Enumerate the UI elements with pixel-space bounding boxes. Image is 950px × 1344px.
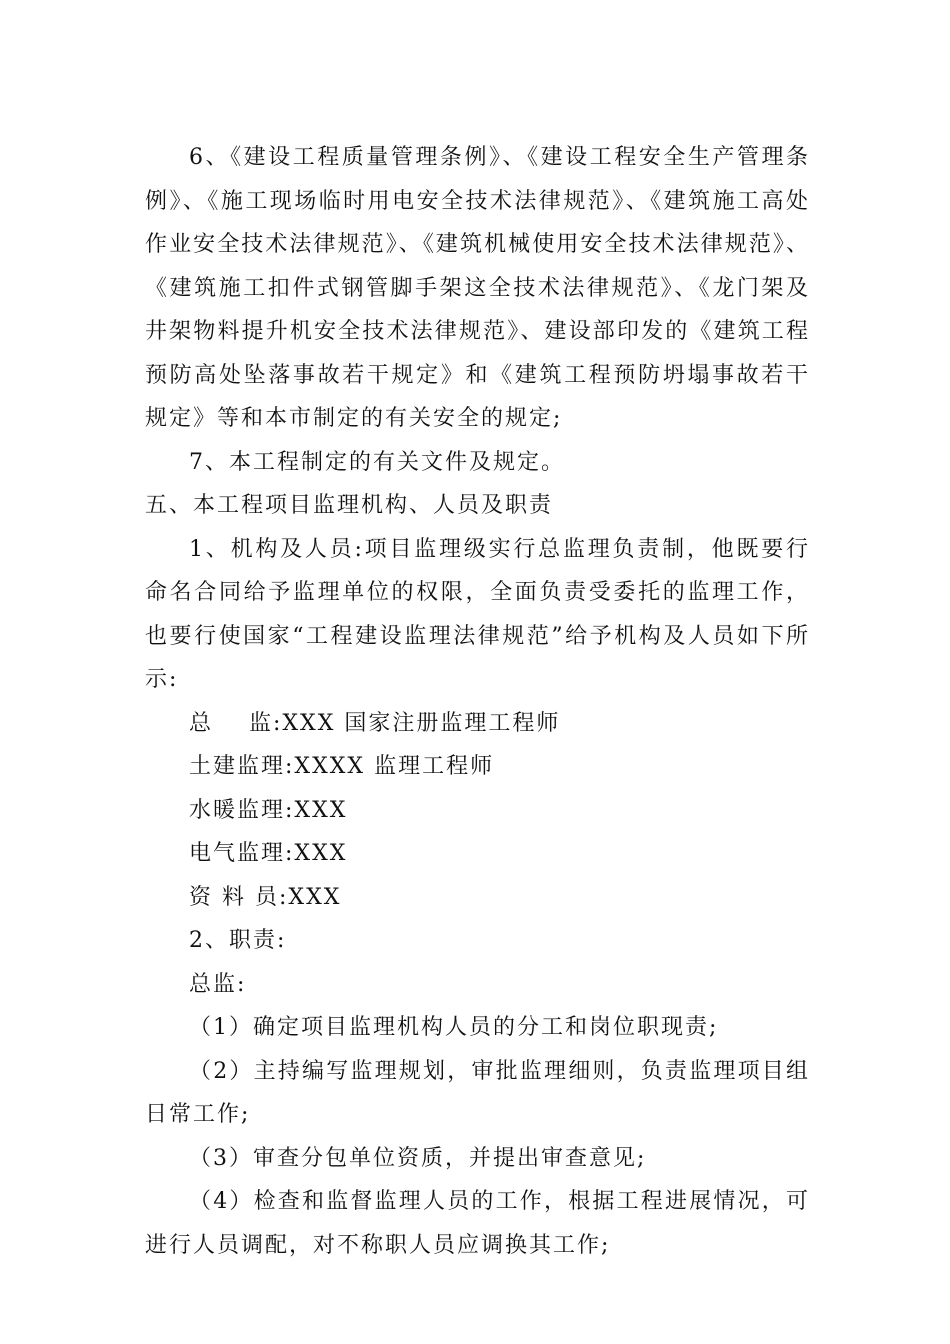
document-body	[145, 136, 810, 1267]
staff-row-chief	[145, 702, 810, 746]
staff-label: 水暖监理:	[189, 797, 295, 823]
staff-row-electrical	[145, 832, 810, 876]
staff-value: XXX 国家注册监理工程师	[282, 710, 561, 736]
staff-value: XXX	[294, 841, 348, 866]
regulation-item-7: 7、本工程制定的有关文件及规定。	[189, 449, 565, 475]
duties-heading: 2、职责:	[189, 928, 287, 953]
section-heading: 五、本工程项目监理机构、人员及职责	[145, 493, 554, 518]
staff-label: 资 料 员:	[189, 884, 289, 910]
regulation-item-6: 6、《建设工程质量管理条例》、《建设工程安全生产管理条例》、《施工现场临时用电安全技术法律规范》、《建筑施工高处作业安全技术法律规范》、《建筑机械使用安全技术法律规范》、《建筑施工扣件式钢管脚手架这全技术法律规范》、《龙门架及井架物料提升机安全技术法律规范》、建设部印发的《建筑工程预防高处坠落事故若干规定》和《建筑工程预防坍塌事故若干规定》等和本市制定的有关安全的规定;	[145, 145, 810, 431]
staff-row-plumbing	[145, 789, 810, 833]
chief-label: 总监:	[189, 971, 247, 997]
staff-row-civil	[145, 745, 810, 789]
staff-label: 电气监理:	[189, 841, 295, 866]
staff-value: XXX	[288, 884, 342, 910]
duty-item-1: （1）确定项目监理机构人员的分工和岗位职现责;	[189, 1015, 719, 1040]
staff-label: 总 监:	[189, 710, 283, 736]
duty-item-2: （2）主持编写监理规划，审批监理细则，负责监理项目组日常工作;	[145, 1058, 810, 1127]
duty-item-3: （3）审查分包单位资质，并提出审查意见;	[189, 1145, 647, 1171]
staff-value: XXXX 监理工程师	[294, 754, 495, 779]
duty-item-4: （4）检查和监督监理人员的工作，根据工程进展情况，可进行人员调配，对不称职人员应调换其工作;	[145, 1189, 810, 1258]
organization-paragraph: 1、机构及人员:项目监理级实行总监理负责制，他既要行命名合同给予监理单位的权限，全面负责受委托的监理工作，也要行使国家“工程建设监理法律规范”给予机构及人员如下所示:	[145, 536, 810, 692]
staff-label: 土建监理:	[189, 754, 295, 779]
staff-value: XXX	[294, 797, 348, 823]
staff-list	[145, 702, 810, 920]
staff-row-records	[145, 876, 810, 920]
